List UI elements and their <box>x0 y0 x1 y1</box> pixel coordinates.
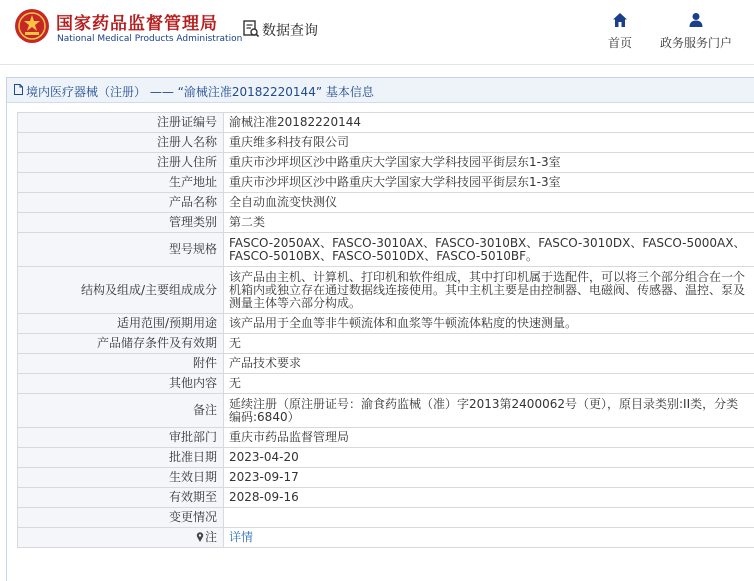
field-value: 产品技术要求 <box>224 354 754 374</box>
field-label: 批准日期 <box>18 448 224 468</box>
document-icon <box>14 84 23 95</box>
field-value: 2023-09-17 <box>224 468 754 488</box>
field-value <box>224 528 754 548</box>
field-label: 其他内容 <box>18 374 224 394</box>
field-value: 重庆市药品监督管理局 <box>224 428 754 448</box>
table-row <box>18 334 754 354</box>
field-value: 重庆市沙坪坝区沙中路重庆大学国家大学科技园平街层东1-3室 <box>224 173 754 193</box>
table-row <box>18 153 754 173</box>
table-row <box>18 173 754 193</box>
nav-home[interactable] <box>600 12 640 51</box>
field-label: 适用范围/预期用途 <box>18 314 224 334</box>
table-row <box>18 133 754 153</box>
pin-icon <box>196 532 204 542</box>
home-icon <box>612 12 628 28</box>
field-label: 产品名称 <box>18 193 224 213</box>
table-row <box>18 428 754 448</box>
user-icon <box>688 12 704 28</box>
field-value: 第二类 <box>224 213 754 233</box>
nav-service-portal-label: 政务服务门户 <box>654 34 738 51</box>
field-label: 型号规格 <box>18 233 224 267</box>
field-label: 审批部门 <box>18 428 224 448</box>
field-label: 产品储存条件及有效期 <box>18 334 224 354</box>
field-label: 生产地址 <box>18 173 224 193</box>
field-value: 2028-09-16 <box>224 488 754 508</box>
field-label: 附件 <box>18 354 224 374</box>
header-divider <box>0 64 754 65</box>
table-row <box>18 113 754 133</box>
table-row <box>18 314 754 334</box>
field-value <box>224 508 754 528</box>
nav-service-portal[interactable] <box>654 12 738 51</box>
table-row <box>18 193 754 213</box>
field-value: 延续注册（原注册证号：渝食药监械（准）字2013第2400062号（更），原目录类别:II类，分类编码:6840） <box>224 394 754 428</box>
note-label <box>18 528 224 548</box>
field-label: 变更情况 <box>18 508 224 528</box>
brand-name-en[interactable]: National Medical Products Administration <box>57 34 242 44</box>
field-label: 注册证编号 <box>18 113 224 133</box>
national-emblem-logo[interactable] <box>14 8 50 44</box>
details-link[interactable]: 详情 <box>229 530 253 544</box>
field-value: 该产品由主机、计算机、打印机和软件组成，其中打印机属于选配件，可以将三个部分组合在一个机箱内或独立存在通过数据线连接使用。其中主机主要是由控制器、电磁阀、传感器、温控、泵及测量主体等六部分构成。 <box>224 267 754 314</box>
registration-info-table <box>17 112 754 548</box>
field-value: 无 <box>224 334 754 354</box>
field-label: 备注 <box>18 394 224 428</box>
panel-title-bar <box>7 78 754 103</box>
data-query-icon[interactable] <box>243 20 259 38</box>
table-row <box>18 213 754 233</box>
data-query-link[interactable]: 数据查询 <box>262 20 318 40</box>
table-row <box>18 528 754 548</box>
field-value: FASCO-2050AX、FASCO-3010AX、FASCO-3010BX、FASCO-3010DX、FASCO-5000AX、FASCO-5010BX、FASCO-5010DX、FASCO-5010BF。 <box>224 233 754 267</box>
field-value: 该产品用于全血等非牛顿流体和血浆等牛顿流体粘度的快速测量。 <box>224 314 754 334</box>
table-row <box>18 448 754 468</box>
table-row <box>18 267 754 314</box>
table-row <box>18 508 754 528</box>
field-label: 生效日期 <box>18 468 224 488</box>
field-value: 重庆维多科技有限公司 <box>224 133 754 153</box>
field-value: 无 <box>224 374 754 394</box>
field-label: 有效期至 <box>18 488 224 508</box>
table-row <box>18 374 754 394</box>
table-row <box>18 468 754 488</box>
nav-home-label: 首页 <box>600 34 640 51</box>
field-value: 2023-04-20 <box>224 448 754 468</box>
detail-panel <box>6 77 754 581</box>
field-label: 注册人名称 <box>18 133 224 153</box>
field-value: 重庆市沙坪坝区沙中路重庆大学国家大学科技园平街层东1-3室 <box>224 153 754 173</box>
table-row <box>18 354 754 374</box>
note-label-text: 注 <box>205 530 217 544</box>
field-label: 结构及组成/主要组成成分 <box>18 267 224 314</box>
field-label: 注册人住所 <box>18 153 224 173</box>
site-header <box>0 0 754 64</box>
table-row <box>18 394 754 428</box>
field-label: 管理类别 <box>18 213 224 233</box>
field-value: 渝械注准20182220144 <box>224 113 754 133</box>
table-row <box>18 233 754 267</box>
panel-title: 境内医疗器械（注册） —— “渝械注准20182220144” 基本信息 <box>26 83 374 100</box>
brand-name-cn[interactable]: 国家药品监督管理局 <box>56 9 218 34</box>
table-row <box>18 488 754 508</box>
field-value: 全自动血流变快测仪 <box>224 193 754 213</box>
